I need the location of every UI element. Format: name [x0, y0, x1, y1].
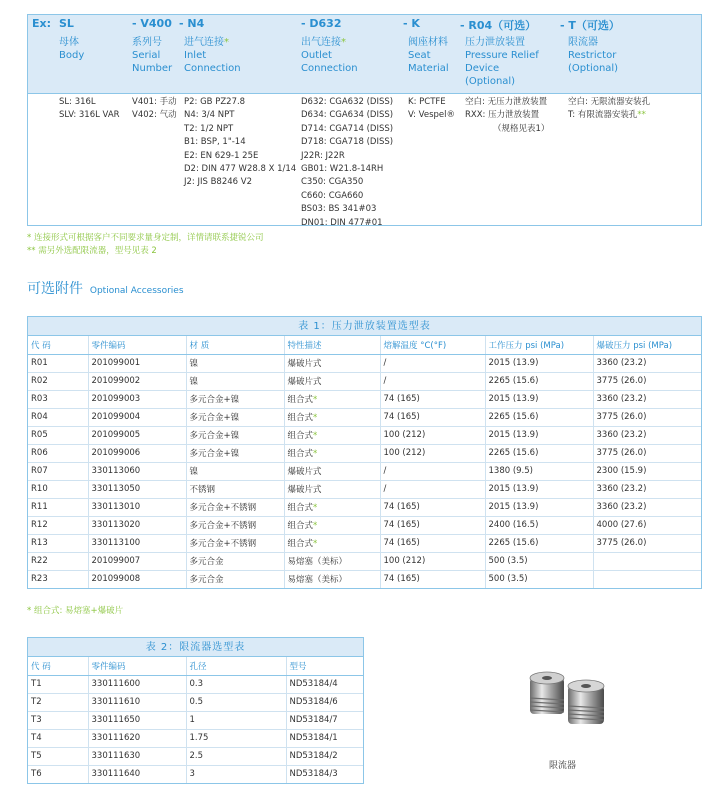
table-cell: 组合式* [284, 534, 380, 552]
table-cell: 多元合金+镍 [186, 426, 284, 444]
table-row [28, 765, 363, 783]
table-cell: 易熔塞（美标） [284, 552, 380, 570]
table-cell: 多元合金+不锈钢 [186, 534, 284, 552]
code-outlet-label: 出气连接* Outlet Connection [301, 37, 358, 74]
table-cell: 爆破片式 [284, 480, 380, 498]
table-row [28, 552, 701, 570]
table-cell: R10 [28, 480, 88, 498]
table-cell [593, 552, 701, 570]
col-header: 型号 [286, 657, 363, 675]
table-cell: 爆破片式 [284, 354, 380, 372]
code-body-label: 母体 Body [59, 37, 85, 61]
table-cell: 组合式* [284, 426, 380, 444]
col-header: 孔径 [186, 657, 286, 675]
table-cell: 镍 [186, 354, 284, 372]
table-row [28, 354, 701, 372]
col-header: 材 质 [186, 336, 284, 354]
table-cell: 2.5 [186, 747, 286, 765]
table-row [28, 480, 701, 498]
table-cell: ND53184/4 [286, 675, 363, 693]
table-cell: 330111630 [88, 747, 186, 765]
section-title [27, 278, 184, 298]
table-cell: 易熔塞（美标） [284, 570, 380, 588]
table-cell: R03 [28, 390, 88, 408]
table-cell: 74 (165) [380, 534, 485, 552]
table-row [28, 711, 363, 729]
table-cell: R06 [28, 444, 88, 462]
table-cell: 1380 (9.5) [485, 462, 593, 480]
table-cell: 330111610 [88, 693, 186, 711]
table-cell: 74 (165) [380, 516, 485, 534]
table-row [28, 462, 701, 480]
table-cell: 74 (165) [380, 390, 485, 408]
restrictor-options: 空白: 无限流器安装孔 T: 有限流器安装孔** [568, 97, 651, 121]
table-cell: 组合式* [284, 516, 380, 534]
table-cell: 4000 (27.6) [593, 516, 701, 534]
table-cell: 2265 (15.6) [485, 534, 593, 552]
table-cell: 100 (212) [380, 444, 485, 462]
table-cell: 100 (212) [380, 552, 485, 570]
inlet-options: P2: GB PZ27.8 N4: 3/4 NPT T2: 1/2 NPT B1: BSP, 1"-14 E2: EN 629-1 25E D2: DIN 477 W28.8 X 1/14 J2: JIS B8246 V2 [184, 97, 297, 188]
table-row [28, 444, 701, 462]
table-row [28, 534, 701, 552]
table-cell: / [380, 462, 485, 480]
table-cell: 0.5 [186, 693, 286, 711]
restrictor-product-image [522, 660, 612, 740]
table-cell: 330113060 [88, 462, 186, 480]
table-cell: 201099002 [88, 372, 186, 390]
table-cell: 3775 (26.0) [593, 372, 701, 390]
table-cell: 201099007 [88, 552, 186, 570]
seat-options: K: PCTFE V: Vespel® [408, 97, 455, 121]
code-restrictor-label: 限流器 Restrictor (Optional) [568, 37, 619, 74]
table-cell: ND53184/2 [286, 747, 363, 765]
table-cell: R13 [28, 534, 88, 552]
table-cell: 2265 (15.6) [485, 372, 593, 390]
code-inlet-label: 进气连接* Inlet Connection [184, 37, 241, 74]
table-cell: 330111620 [88, 729, 186, 747]
table-row [28, 426, 701, 444]
table-cell: 组合式* [284, 498, 380, 516]
code-serial-key: - V400 [132, 17, 172, 30]
section-title-en: Optional Accessories [89, 286, 184, 296]
table-cell: 3775 (26.0) [593, 534, 701, 552]
table-cell: 3 [186, 765, 286, 783]
footnote-2: ** 需另外选配限流器，型号见表 2 [27, 246, 157, 256]
table-cell: 2400 (16.5) [485, 516, 593, 534]
col-header: 零件编码 [88, 657, 186, 675]
table-row [28, 570, 701, 588]
table-cell: 多元合金+镍 [186, 390, 284, 408]
table-cell: R02 [28, 372, 88, 390]
table-cell: 组合式* [284, 444, 380, 462]
table-cell: 330113050 [88, 480, 186, 498]
table-cell: ND53184/1 [286, 729, 363, 747]
body-options: SL: 316L SLV: 316L VAR [59, 97, 120, 121]
table-cell: R01 [28, 354, 88, 372]
table-cell: 201099005 [88, 426, 186, 444]
table-cell: 多元合金 [186, 570, 284, 588]
table-cell: 2015 (13.9) [485, 354, 593, 372]
restrictor-grid [28, 657, 363, 783]
table-row [28, 747, 363, 765]
table-cell: / [380, 480, 485, 498]
table-cell: 多元合金 [186, 552, 284, 570]
ordering-code-header [28, 15, 701, 93]
table-cell: 爆破片式 [284, 462, 380, 480]
table-cell: 镍 [186, 372, 284, 390]
code-relief-key: - R04（可选） [460, 19, 537, 32]
table-row [28, 675, 363, 693]
table-cell: 201099004 [88, 408, 186, 426]
outlet-options: D632: CGA632 (DISS) D634: CGA634 (DISS) D714: CGA714 (DISS) D718: CGA718 (DISS) J22R: J22R GB01: W21.8-14RH C350: CGA350 C660: CGA660 BS03: BS 341#03 DN01: DIN 477#01 [301, 97, 394, 228]
table-cell: 3360 (23.2) [593, 480, 701, 498]
restrictor-rows [28, 675, 363, 783]
restrictor-table [27, 637, 364, 784]
table-cell: 500 (3.5) [485, 552, 593, 570]
table-cell: ND53184/7 [286, 711, 363, 729]
col-header: 代 码 [28, 657, 88, 675]
table-cell: T6 [31, 769, 42, 780]
table-cell: 爆破片式 [284, 372, 380, 390]
table-cell: T2 [28, 693, 88, 711]
code-restrictor-key: - T（可选） [560, 19, 620, 32]
table-cell: ND53184/6 [286, 693, 363, 711]
table-row [28, 516, 701, 534]
ordering-code-box [27, 14, 702, 226]
table-cell: 3360 (23.2) [593, 390, 701, 408]
table-cell: 3360 (23.2) [593, 354, 701, 372]
table-cell: 74 (165) [380, 570, 485, 588]
table-cell: 2015 (13.9) [485, 390, 593, 408]
code-serial-label: 系列号 Serial Number [132, 37, 173, 74]
col-header: 爆破压力 psi (MPa) [593, 336, 701, 354]
code-seat-key: - K [403, 17, 420, 30]
table-cell: 3775 (26.0) [593, 408, 701, 426]
table-cell: 组合式* [284, 408, 380, 426]
table-cell: 2015 (13.9) [485, 480, 593, 498]
table-cell: 201099006 [88, 444, 186, 462]
table-cell: 100 (212) [380, 426, 485, 444]
pressure-relief-rows [28, 354, 701, 588]
table-cell: ND53184/3 [286, 765, 363, 783]
table-cell: T5 [28, 747, 88, 765]
table-cell [593, 570, 701, 588]
code-outlet-key: - D632 [301, 17, 342, 30]
col-header: 熔解温度 °C(°F) [380, 336, 485, 354]
table-cell: 3775 (26.0) [593, 444, 701, 462]
code-inlet-key: - N4 [179, 17, 205, 30]
table-row [28, 693, 363, 711]
table-row [28, 498, 701, 516]
table-cell: 201099003 [88, 390, 186, 408]
code-seat-label: 阀座材料 Seat Material [408, 37, 449, 74]
table-row [28, 729, 363, 747]
table-caption: 表 1：压力泄放装置选型表 [28, 317, 701, 336]
table-row [28, 408, 701, 426]
table-cell: 330113100 [88, 534, 186, 552]
table-cell: / [380, 372, 485, 390]
table-caption: 表 2：限流器选型表 [28, 638, 363, 657]
pressure-relief-grid [28, 336, 701, 588]
table-cell: 2300 (15.9) [593, 462, 701, 480]
table-cell: 2265 (15.6) [485, 408, 593, 426]
table-header-row [28, 336, 701, 354]
table-cell: 多元合金+镍 [186, 408, 284, 426]
relief-options: 空白: 无压力泄放装置 RXX: 压力泄放装置 （规格见表1） [465, 97, 550, 134]
table-cell: T3 [28, 711, 88, 729]
pressure-relief-table [27, 316, 702, 589]
code-body-key: SL [59, 17, 74, 30]
col-header: 工作压力 psi (MPa) [485, 336, 593, 354]
table-cell: 330113010 [88, 498, 186, 516]
code-relief-label: 压力泄放装置 Pressure Relief Device (Optional) [465, 37, 539, 87]
table-header-row [28, 657, 363, 675]
table-cell: 1.75 [186, 729, 286, 747]
table-cell: R23 [31, 574, 48, 585]
section-title-zh: 可选附件 [27, 281, 83, 297]
table-cell: 201099001 [88, 354, 186, 372]
table-cell: T4 [28, 729, 88, 747]
col-header: 特性描述 [284, 336, 380, 354]
table-cell: 2015 (13.9) [485, 498, 593, 516]
table-cell: 330113020 [88, 516, 186, 534]
table-cell: R22 [28, 552, 88, 570]
table-cell: 0.3 [186, 675, 286, 693]
table-cell: 3360 (23.2) [593, 426, 701, 444]
table-cell: T1 [28, 675, 88, 693]
table-cell: 组合式* [284, 390, 380, 408]
footnote-1: * 连接形式可根据客户不同要求量身定制，详情请联系捷锐公司 [27, 233, 264, 243]
table-cell: 多元合金+不锈钢 [186, 498, 284, 516]
table-cell: 74 (165) [380, 408, 485, 426]
table-cell: 201099008 [88, 570, 186, 588]
table1-note: * 组合式: 易熔塞+爆破片 [27, 606, 124, 616]
table-cell: R05 [28, 426, 88, 444]
table-cell: 330111650 [88, 711, 186, 729]
table-cell: R11 [28, 498, 88, 516]
footnotes [27, 232, 263, 258]
table-cell: 3360 (23.2) [593, 498, 701, 516]
image-caption: 限流器 [549, 761, 577, 771]
table-row [28, 372, 701, 390]
divider [28, 93, 701, 94]
code-prefix: Ex: [32, 17, 52, 30]
table-cell: 500 (3.5) [485, 570, 593, 588]
table-cell: / [380, 354, 485, 372]
table-cell: R12 [28, 516, 88, 534]
table-cell: R04 [28, 408, 88, 426]
col-header: 零件编码 [88, 336, 186, 354]
table-cell: 镍 [186, 462, 284, 480]
serial-options: V401: 手动 V402: 气动 [132, 97, 177, 121]
table-cell: 330111600 [88, 675, 186, 693]
table-cell: 2265 (15.6) [485, 444, 593, 462]
table-cell: 多元合金+不锈钢 [186, 516, 284, 534]
table-cell: 2015 (13.9) [485, 426, 593, 444]
table-row [28, 390, 701, 408]
table-cell: 不锈钢 [186, 480, 284, 498]
table-cell: R07 [28, 462, 88, 480]
col-header: 代 码 [28, 336, 88, 354]
table-cell: 1 [186, 711, 286, 729]
table-cell: 多元合金+镍 [186, 444, 284, 462]
table-cell: 330111640 [88, 765, 186, 783]
table-cell: 74 (165) [380, 498, 485, 516]
